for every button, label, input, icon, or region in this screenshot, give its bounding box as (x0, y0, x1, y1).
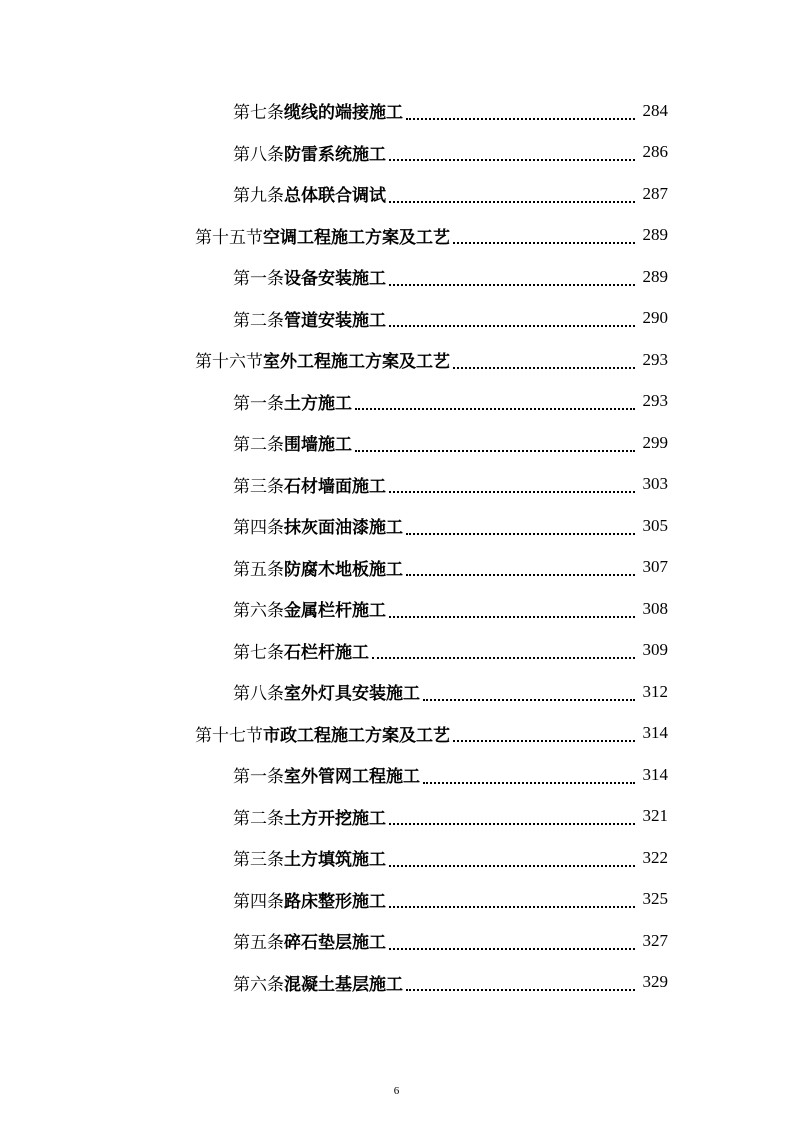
toc-entry-number: 第一条 (233, 393, 284, 414)
dot-leader (389, 615, 635, 618)
toc-item-entry[interactable] (0, 256, 793, 298)
toc-entry-name: 土方施工 (284, 393, 352, 414)
toc-entry-name: 金属栏杆施工 (284, 601, 386, 622)
toc-entry-name: 围墙施工 (284, 435, 352, 456)
toc-entry-number: 第十五节 (195, 227, 263, 248)
toc-entry-name: 土方填筑施工 (284, 850, 386, 871)
dot-leader (453, 241, 635, 244)
toc-entry-name: 管道安装施工 (284, 310, 386, 331)
toc-entry-name: 路床整形施工 (284, 891, 386, 912)
toc-entry-number: 第六条 (233, 974, 284, 995)
toc-entry-number: 第四条 (233, 518, 284, 539)
toc-entry-title (233, 264, 386, 289)
toc-entry-name: 石栏杆施工 (284, 642, 369, 663)
dot-leader (406, 573, 635, 576)
toc-entry-title (233, 181, 386, 206)
toc-item-entry[interactable] (0, 879, 793, 921)
toc-entry-number: 第九条 (233, 186, 284, 207)
toc-entry-title (233, 596, 386, 621)
toc-item-entry[interactable] (0, 962, 793, 1004)
toc-entry-number: 第七条 (233, 103, 284, 124)
toc-entry-name: 设备安装施工 (284, 269, 386, 290)
dot-leader (389, 283, 635, 286)
toc-entry-number: 第二条 (233, 808, 284, 829)
toc-entry-number: 第一条 (233, 767, 284, 788)
toc-entry-title (233, 306, 386, 331)
toc-entry-title (233, 928, 386, 953)
toc-page-number: 284 (642, 100, 668, 120)
toc-item-entry[interactable] (0, 90, 793, 132)
toc-page-number: 286 (642, 142, 668, 162)
toc-page-number: 307 (642, 557, 668, 577)
toc-page-number: 293 (642, 391, 668, 411)
toc-entry-name: 空调工程施工方案及工艺 (263, 227, 450, 248)
toc-item-entry[interactable] (0, 920, 793, 962)
toc-page-number: 299 (642, 432, 668, 452)
toc-item-entry[interactable] (0, 796, 793, 838)
toc-entry-name: 室外工程施工方案及工艺 (263, 352, 450, 373)
toc-entry-name: 防腐木地板施工 (284, 559, 403, 580)
dot-leader (389, 490, 635, 493)
toc-item-entry[interactable] (0, 630, 793, 672)
toc-item-entry[interactable] (0, 837, 793, 879)
toc-entry-title (233, 638, 369, 663)
toc-entry-name: 碎石垫层施工 (284, 933, 386, 954)
toc-page-number: 325 (642, 889, 668, 909)
toc-page-number: 287 (642, 183, 668, 203)
toc-entry-title (233, 98, 403, 123)
toc-entry-number: 第七条 (233, 642, 284, 663)
toc-item-entry[interactable] (0, 173, 793, 215)
toc-entry-name: 室外灯具安装施工 (284, 684, 420, 705)
toc-item-entry[interactable] (0, 464, 793, 506)
dot-leader (406, 988, 635, 991)
dot-leader (389, 905, 635, 908)
dot-leader (355, 449, 635, 452)
toc-entry-title (233, 762, 420, 787)
dot-leader (389, 324, 635, 327)
dot-leader (389, 200, 635, 203)
toc-entry-number: 第五条 (233, 559, 284, 580)
toc-item-entry[interactable] (0, 547, 793, 589)
toc-entry-number: 第八条 (233, 684, 284, 705)
toc-section-entry[interactable] (0, 713, 793, 755)
toc-page-number: 312 (642, 681, 668, 701)
toc-entry-number: 第二条 (233, 435, 284, 456)
dot-leader (453, 739, 635, 742)
dot-leader (453, 366, 635, 369)
toc-page-number: 314 (642, 764, 668, 784)
toc-page-number: 290 (642, 308, 668, 328)
toc-item-entry[interactable] (0, 588, 793, 630)
toc-entry-title (195, 347, 450, 372)
toc-entry-name: 缆线的端接施工 (284, 103, 403, 124)
toc-entry-number: 第四条 (233, 891, 284, 912)
table-of-contents (0, 90, 793, 1003)
toc-page-number: 305 (642, 515, 668, 535)
toc-entry-title (233, 513, 403, 538)
toc-entry-name: 总体联合调试 (284, 186, 386, 207)
dot-leader (389, 947, 635, 950)
dot-leader (389, 822, 635, 825)
toc-page-number: 308 (642, 598, 668, 618)
toc-item-entry[interactable] (0, 671, 793, 713)
toc-item-entry[interactable] (0, 422, 793, 464)
toc-page-number: 329 (642, 972, 668, 992)
toc-page-number: 293 (642, 349, 668, 369)
toc-entry-number: 第十六节 (195, 352, 263, 373)
toc-item-entry[interactable] (0, 298, 793, 340)
toc-entry-title (233, 887, 386, 912)
toc-entry-title (233, 472, 386, 497)
toc-item-entry[interactable] (0, 381, 793, 423)
toc-section-entry[interactable] (0, 215, 793, 257)
toc-entry-number: 第三条 (233, 476, 284, 497)
toc-entry-title (233, 140, 386, 165)
toc-item-entry[interactable] (0, 754, 793, 796)
toc-page-number: 327 (642, 930, 668, 950)
toc-entry-title (233, 970, 403, 995)
toc-page-number: 321 (642, 806, 668, 826)
toc-entry-number: 第二条 (233, 310, 284, 331)
toc-entry-name: 混凝土基层施工 (284, 974, 403, 995)
toc-entry-name: 土方开挖施工 (284, 808, 386, 829)
toc-entry-title (233, 679, 420, 704)
toc-entry-number: 第五条 (233, 933, 284, 954)
toc-section-entry[interactable] (0, 339, 793, 381)
toc-entry-title (195, 223, 450, 248)
toc-entry-title (233, 389, 352, 414)
toc-page-number: 289 (642, 225, 668, 245)
toc-entry-number: 第十七节 (195, 725, 263, 746)
toc-entry-number: 第八条 (233, 144, 284, 165)
toc-item-entry[interactable] (0, 132, 793, 174)
dot-leader (423, 698, 635, 701)
toc-page-number: 289 (642, 266, 668, 286)
dot-leader (372, 656, 635, 659)
toc-entry-number: 第三条 (233, 850, 284, 871)
toc-entry-number: 第六条 (233, 601, 284, 622)
toc-entry-title (233, 555, 403, 580)
toc-entry-name: 市政工程施工方案及工艺 (263, 725, 450, 746)
toc-entry-number: 第一条 (233, 269, 284, 290)
toc-page-number: 309 (642, 640, 668, 660)
dot-leader (423, 781, 635, 784)
dot-leader (406, 117, 635, 120)
dot-leader (389, 864, 635, 867)
dot-leader (389, 158, 635, 161)
toc-entry-title (233, 430, 352, 455)
dot-leader (406, 532, 635, 535)
toc-entry-title (233, 845, 386, 870)
toc-entry-name: 室外管网工程施工 (284, 767, 420, 788)
toc-entry-title (233, 804, 386, 829)
toc-page-number: 314 (642, 723, 668, 743)
toc-entry-name: 抹灰面油漆施工 (284, 518, 403, 539)
toc-entry-title (195, 721, 450, 746)
toc-item-entry[interactable] (0, 505, 793, 547)
dot-leader (355, 407, 635, 410)
toc-page-number: 322 (642, 847, 668, 867)
toc-entry-name: 石材墙面施工 (284, 476, 386, 497)
toc-page-number: 303 (642, 474, 668, 494)
toc-entry-name: 防雷系统施工 (284, 144, 386, 165)
page-number: 6 (393, 1085, 400, 1097)
